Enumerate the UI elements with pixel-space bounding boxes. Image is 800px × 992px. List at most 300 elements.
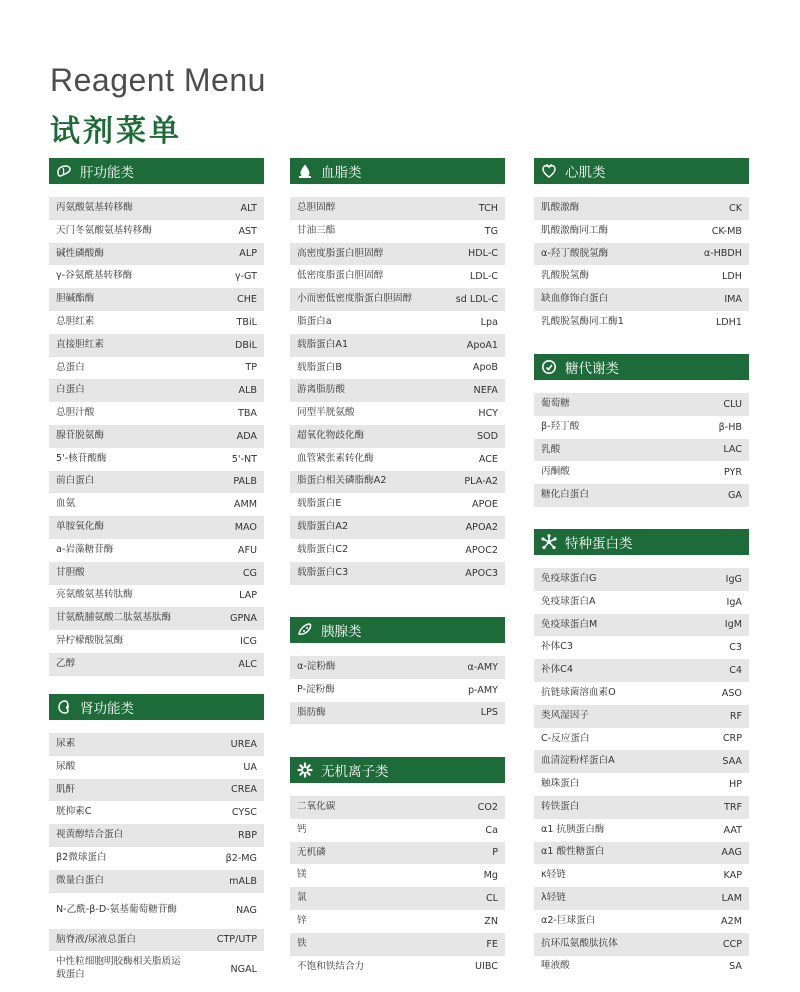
reagent-name: C-反应蛋白 — [541, 732, 590, 744]
page-title-en: Reagent Menu — [50, 62, 266, 98]
reagent-row — [534, 842, 749, 865]
reagent-abbr: C4 — [729, 665, 742, 677]
reagent-name: 白蛋白 — [56, 384, 85, 396]
reagent-abbr: AAG — [721, 847, 742, 859]
reagent-row — [49, 847, 264, 870]
section-header — [534, 158, 749, 184]
reagent-row — [534, 682, 749, 705]
reagent-abbr: CCP — [722, 938, 742, 950]
reagent-row — [49, 197, 264, 220]
reagent-row — [49, 220, 264, 243]
reagent-row — [49, 756, 264, 779]
section-header — [49, 694, 264, 720]
reagent-abbr: IgG — [725, 573, 742, 585]
reagent-name: β2微球蛋白 — [56, 851, 107, 863]
reagent-row — [49, 951, 264, 987]
reagent-name: 二氧化碳 — [297, 800, 336, 812]
glucose-icon — [541, 359, 557, 375]
reagent-name: 5'-核苷酸酶 — [56, 452, 107, 464]
reagent-abbr: GPNA — [230, 613, 257, 625]
reagent-name: 载脂蛋白E — [297, 498, 342, 510]
reagent-row — [290, 516, 505, 539]
reagent-abbr: APOC3 — [465, 567, 498, 579]
reagent-name: 血氨 — [56, 498, 76, 510]
reagent-row — [49, 779, 264, 802]
reagent-name: 补体C3 — [541, 641, 573, 653]
reagent-name: 总胆固醇 — [297, 201, 336, 213]
reagent-name: 总蛋白 — [56, 361, 85, 373]
reagent-abbr: IgA — [726, 596, 742, 608]
reagent-row — [290, 265, 505, 288]
reagent-name: 载脂蛋白C3 — [297, 566, 349, 578]
reagent-row — [49, 311, 264, 334]
reagent-name: 微量白蛋白 — [56, 874, 104, 886]
reagent-abbr: HP — [729, 779, 742, 791]
reagent-abbr: MAO — [234, 522, 257, 534]
reagent-abbr: NAG — [235, 905, 257, 917]
reagent-name: 乳酸脱氢酶同工酶1 — [541, 315, 624, 327]
reagent-list — [534, 197, 749, 334]
reagent-name: 高密度脂蛋白胆固醇 — [297, 247, 384, 259]
reagent-abbr: AST — [238, 225, 257, 237]
reagent-row — [49, 893, 264, 929]
reagent-abbr: GA — [728, 490, 742, 502]
reagent-abbr: CL — [485, 893, 498, 905]
reagent-name: 脂肪酶 — [297, 706, 326, 718]
reagent-name: 胆碱酯酶 — [56, 293, 95, 305]
reagent-abbr: DBiL — [235, 339, 257, 351]
reagent-row — [49, 562, 264, 585]
reagent-abbr: PYR — [723, 467, 742, 479]
reagent-row — [290, 819, 505, 842]
reagent-abbr: sd LDL-C — [455, 294, 498, 306]
reagent-abbr: ALP — [239, 248, 257, 260]
reagent-abbr: CO2 — [477, 801, 498, 813]
reagent-name: 糖化白蛋白 — [541, 489, 589, 501]
section-heart — [534, 158, 749, 334]
reagent-row — [290, 539, 505, 562]
reagent-row — [290, 562, 505, 585]
reagent-abbr: HDL-C — [468, 248, 498, 260]
section-title: 肝功能类 — [80, 165, 134, 181]
reagent-row — [534, 750, 749, 773]
reagent-row — [534, 220, 749, 243]
reagent-row — [49, 824, 264, 847]
reagent-row — [534, 591, 749, 614]
reagent-name: 无机磷 — [297, 846, 326, 858]
reagent-name: 丙酮酸 — [541, 466, 570, 478]
section-title: 心肌类 — [565, 165, 606, 181]
reagent-name: 前白蛋白 — [56, 475, 95, 487]
reagent-name: 甘氨酰脯氨酸二肽氨基肽酶 — [56, 612, 172, 624]
reagent-abbr: CHE — [237, 294, 257, 306]
reagent-row — [534, 484, 749, 507]
reagent-row — [534, 956, 749, 979]
reagent-row — [49, 493, 264, 516]
reagent-row — [290, 243, 505, 266]
reagent-abbr: LAC — [723, 444, 742, 456]
reagent-abbr: NEFA — [473, 385, 498, 397]
reagent-abbr: 5'-NT — [231, 453, 257, 465]
reagent-list — [290, 796, 505, 978]
reagent-row — [49, 402, 264, 425]
reagent-abbr: APOC2 — [465, 544, 498, 556]
reagent-abbr: LAM — [721, 893, 742, 905]
reagent-abbr: CK — [729, 202, 742, 214]
reagent-row — [534, 728, 749, 751]
reagent-abbr: Mg — [483, 870, 498, 882]
reagent-name: 总胆红素 — [56, 315, 95, 327]
reagent-row — [290, 425, 505, 448]
section-title: 血脂类 — [321, 165, 362, 181]
reagent-name: λ轻链 — [541, 892, 566, 904]
reagent-abbr: FE — [486, 938, 498, 950]
section-glucose — [534, 354, 749, 507]
reagent-name: 类风湿因子 — [541, 709, 589, 721]
reagent-name: 血清淀粉样蛋白A — [541, 755, 615, 767]
reagent-row — [290, 956, 505, 979]
reagent-name: α1 酸性糖蛋白 — [541, 846, 605, 858]
reagent-row — [290, 402, 505, 425]
reagent-list — [290, 656, 505, 724]
reagent-row — [534, 265, 749, 288]
reagent-name: 视黄醇结合蛋白 — [56, 829, 124, 841]
reagent-row — [49, 243, 264, 266]
reagent-abbr: AMM — [233, 499, 257, 511]
reagent-row — [534, 311, 749, 334]
reagent-row — [49, 334, 264, 357]
reagent-row — [290, 357, 505, 380]
reagent-abbr: p-AMY — [467, 684, 498, 696]
reagent-row — [290, 493, 505, 516]
reagent-abbr: α-AMY — [467, 661, 498, 673]
reagent-row — [49, 607, 264, 630]
reagent-abbr: RBP — [237, 830, 257, 842]
liver-icon — [56, 163, 72, 179]
reagent-name: 乳酸脱氢酶 — [541, 270, 589, 282]
section-liver — [49, 158, 264, 676]
reagent-row — [534, 705, 749, 728]
reagent-abbr: Lpa — [480, 316, 498, 328]
reagent-abbr: ApoA1 — [466, 339, 498, 351]
reagent-name: α1 抗胰蛋白酶 — [541, 823, 605, 835]
reagent-abbr: AFU — [237, 544, 257, 556]
reagent-row — [534, 393, 749, 416]
reagent-name: 直接胆红素 — [56, 338, 104, 350]
reagent-row — [49, 539, 264, 562]
reagent-row — [49, 448, 264, 471]
reagent-row — [534, 197, 749, 220]
reagent-row — [290, 864, 505, 887]
reagent-abbr: LPS — [480, 707, 498, 719]
reagent-abbr: ALB — [238, 385, 257, 397]
reagent-abbr: SAA — [722, 756, 742, 768]
reagent-name: 低密度脂蛋白胆固醇 — [297, 270, 384, 282]
reagent-abbr: PLA-A2 — [464, 476, 498, 488]
reagent-name: 天门冬氨酸氨基转移酶 — [56, 224, 152, 236]
reagent-row — [290, 311, 505, 334]
reagent-row — [290, 334, 505, 357]
reagent-abbr: APOA2 — [465, 522, 498, 534]
reagent-row — [290, 448, 505, 471]
section-title: 胰腺类 — [321, 624, 362, 640]
reagent-row — [49, 265, 264, 288]
reagent-name: 锌 — [297, 914, 307, 926]
reagent-abbr: ZN — [484, 915, 498, 927]
reagent-name: P-淀粉酶 — [297, 683, 335, 695]
molecule-icon — [541, 534, 557, 550]
reagent-row — [290, 887, 505, 910]
kidney-icon — [56, 699, 72, 715]
reagent-abbr: LDH1 — [715, 316, 742, 328]
reagent-abbr: SOD — [476, 430, 498, 442]
reagent-name: γ-谷氨酰基转移酶 — [56, 270, 133, 282]
reagent-name: 钙 — [297, 823, 307, 835]
reagent-name: α2-巨球蛋白 — [541, 914, 596, 926]
reagent-name: 载脂蛋白C2 — [297, 543, 349, 555]
section-header — [290, 158, 505, 184]
reagent-abbr: mALB — [229, 875, 257, 887]
reagent-row — [49, 425, 264, 448]
reagent-abbr: NGAL — [230, 963, 257, 975]
reagent-name: 乳酸 — [541, 443, 561, 455]
reagent-row — [49, 733, 264, 756]
reagent-list — [290, 197, 505, 585]
reagent-row — [290, 796, 505, 819]
reagent-abbr: C3 — [729, 642, 742, 654]
reagent-row — [49, 801, 264, 824]
reagent-row — [290, 197, 505, 220]
reagent-name: 免疫球蛋白M — [541, 618, 598, 630]
reagent-name: 葡萄糖 — [541, 397, 570, 409]
reagent-name: a-岩藻糖苷酶 — [56, 543, 114, 555]
reagent-abbr: ALT — [240, 202, 257, 214]
reagent-row — [534, 819, 749, 842]
reagent-name: 免疫球蛋白G — [541, 572, 597, 584]
reagent-name: 补体C4 — [541, 664, 573, 676]
reagent-name: 氯 — [297, 892, 307, 904]
section-header — [534, 354, 749, 380]
section-title: 糖代谢类 — [565, 361, 619, 377]
reagent-row — [534, 568, 749, 591]
reagent-abbr: ACE — [478, 453, 498, 465]
reagent-abbr: CLU — [723, 398, 742, 410]
reagent-list — [49, 733, 264, 987]
reagent-row — [49, 630, 264, 653]
reagent-row — [534, 773, 749, 796]
reagent-abbr: TG — [484, 225, 498, 237]
reagent-row — [290, 679, 505, 702]
section-header — [290, 617, 505, 643]
reagent-row — [534, 636, 749, 659]
reagent-abbr: CG — [242, 567, 257, 579]
reagent-name: 小而密低密度脂蛋白胆固醇 — [297, 293, 413, 305]
reagent-name: 碱性磷酸酶 — [56, 247, 104, 259]
reagent-row — [534, 416, 749, 439]
reagent-row — [534, 439, 749, 462]
reagent-abbr: CK-MB — [711, 225, 742, 237]
reagent-abbr: IMA — [724, 294, 742, 306]
reagent-name: 尿酸 — [56, 760, 76, 772]
reagent-name: 亮氨酸氨基转肽酶 — [56, 589, 133, 601]
reagent-abbr: UIBC — [475, 961, 498, 973]
reagent-list — [534, 393, 749, 507]
heart-icon — [541, 163, 557, 179]
reagent-name: 抗环瓜氨酸肽抗体 — [541, 937, 618, 949]
reagent-name: 肌酸激酶 — [541, 201, 580, 213]
reagent-name: 肌酸激酶同工酶 — [541, 224, 609, 236]
reagent-row — [534, 659, 749, 682]
reagent-abbr: CRP — [722, 733, 742, 745]
reagent-name: 异柠檬酸脱氢酶 — [56, 635, 124, 647]
reagent-row — [49, 653, 264, 676]
reagent-name: 甘胆酸 — [56, 566, 85, 578]
reagent-name: β-羟丁酸 — [541, 420, 580, 432]
section-header — [290, 757, 505, 783]
reagent-abbr: ICG — [240, 636, 257, 648]
reagent-row — [534, 910, 749, 933]
reagent-abbr: β-HB — [718, 421, 742, 433]
reagent-abbr: UREA — [230, 738, 257, 750]
reagent-name: 甘油三酯 — [297, 224, 336, 236]
reagent-row — [534, 864, 749, 887]
section-lipid — [290, 158, 505, 585]
reagent-abbr: ALC — [238, 658, 257, 670]
reagent-row — [290, 702, 505, 725]
reagent-abbr: ApoB — [472, 362, 498, 374]
blood-drop-icon — [297, 163, 313, 179]
reagent-row — [290, 471, 505, 494]
reagent-row — [534, 933, 749, 956]
section-ion — [290, 757, 505, 978]
reagent-name: 腺苷脱氨酶 — [56, 429, 104, 441]
reagent-name: 游离脂肪酸 — [297, 384, 345, 396]
reagent-row — [534, 796, 749, 819]
reagent-name: 尿素 — [56, 737, 76, 749]
reagent-abbr: Ca — [485, 824, 498, 836]
reagent-row — [49, 471, 264, 494]
reagent-row — [534, 243, 749, 266]
reagent-abbr: PALB — [233, 476, 257, 488]
section-title: 特种蛋白类 — [565, 536, 633, 552]
reagent-abbr: UA — [243, 761, 257, 773]
reagent-abbr: TBA — [237, 408, 257, 420]
reagent-row — [290, 288, 505, 311]
reagent-row — [49, 379, 264, 402]
reagent-abbr: TBiL — [236, 316, 257, 328]
reagent-name: 缺血修饰白蛋白 — [541, 293, 609, 305]
reagent-list — [49, 197, 264, 676]
reagent-row — [290, 842, 505, 865]
reagent-name: 肌酐 — [56, 783, 76, 795]
reagent-row — [290, 220, 505, 243]
reagent-name: 血管紧张素转化酶 — [297, 452, 374, 464]
section-title: 肾功能类 — [80, 701, 134, 717]
reagent-abbr: β2-MG — [225, 852, 257, 864]
reagent-name: 不饱和铁结合力 — [297, 960, 365, 972]
reagent-name: 总胆汁酸 — [56, 407, 95, 419]
reagent-name: 乙醇 — [56, 657, 76, 669]
reagent-list — [534, 568, 749, 978]
reagent-abbr: KAP — [723, 870, 742, 882]
reagent-name: N-乙酰-β-D-氨基葡萄糖苷酶 — [56, 904, 177, 916]
reagent-name: 载脂蛋白A1 — [297, 338, 349, 350]
reagent-name: 脑脊液/尿液总蛋白 — [56, 933, 136, 945]
reagent-row — [49, 288, 264, 311]
reagent-name: 脂蛋白相关磷脂酶A2 — [297, 475, 387, 487]
reagent-name: α-淀粉酶 — [297, 660, 336, 672]
reagent-abbr: LAP — [239, 590, 257, 602]
reagent-abbr: γ-GT — [234, 271, 257, 283]
reagent-abbr: AAT — [723, 824, 742, 836]
section-pancreas — [290, 617, 505, 724]
reagent-abbr: RF — [729, 710, 742, 722]
reagent-name: κ轻链 — [541, 869, 566, 881]
reagent-row — [534, 461, 749, 484]
reagent-name: 丙氨酸氨基转移酶 — [56, 201, 133, 213]
reagent-abbr: CTP/UTP — [216, 934, 257, 946]
reagent-abbr: A2M — [721, 915, 742, 927]
reagent-name: 转铁蛋白 — [541, 800, 580, 812]
reagent-abbr: TRF — [723, 801, 742, 813]
reagent-row — [49, 870, 264, 893]
reagent-abbr: ADA — [236, 430, 257, 442]
reagent-row — [290, 933, 505, 956]
section-title: 无机离子类 — [321, 764, 389, 780]
section-header — [534, 529, 749, 555]
page-title-cn: 试剂菜单 — [50, 114, 182, 149]
reagent-name: 载脂蛋白A2 — [297, 521, 349, 533]
reagent-row — [290, 910, 505, 933]
reagent-name: 载脂蛋白B — [297, 361, 342, 373]
reagent-row — [49, 585, 264, 608]
reagent-abbr: LDL-C — [469, 271, 498, 283]
reagent-abbr: CYSC — [231, 807, 257, 819]
reagent-name: 同型半胱氨酸 — [297, 407, 355, 419]
reagent-name: 免疫球蛋白A — [541, 595, 596, 607]
reagent-abbr: APOE — [472, 499, 498, 511]
reagent-name: α-羟丁酸脱氢酶 — [541, 247, 609, 259]
reagent-name: 唾液酸 — [541, 960, 570, 972]
reagent-abbr: P — [492, 847, 498, 859]
reagent-abbr: SA — [729, 961, 742, 973]
reagent-name: 镁 — [297, 869, 307, 881]
reagent-abbr: TP — [245, 362, 257, 374]
reagent-name: 胱抑素C — [56, 806, 92, 818]
reagent-row — [49, 357, 264, 380]
section-protein — [534, 529, 749, 978]
reagent-abbr: α-HBDH — [703, 248, 742, 260]
reagent-name: 铁 — [297, 937, 307, 949]
reagent-abbr: IgM — [724, 619, 742, 631]
section-header — [49, 158, 264, 184]
reagent-abbr: TCH — [478, 202, 498, 214]
section-kidney — [49, 694, 264, 987]
reagent-abbr: HCY — [478, 408, 498, 420]
reagent-abbr: CREA — [231, 784, 257, 796]
reagent-name: 抗链球菌溶血素O — [541, 686, 616, 698]
reagent-row — [534, 288, 749, 311]
reagent-row — [290, 379, 505, 402]
reagent-row — [534, 887, 749, 910]
reagent-row — [49, 929, 264, 952]
reagent-abbr: ASO — [721, 687, 742, 699]
gear-icon — [297, 762, 313, 778]
reagent-name: 触珠蛋白 — [541, 778, 580, 790]
reagent-row — [49, 516, 264, 539]
reagent-row — [534, 614, 749, 637]
reagent-name: 脂蛋白a — [297, 315, 332, 327]
